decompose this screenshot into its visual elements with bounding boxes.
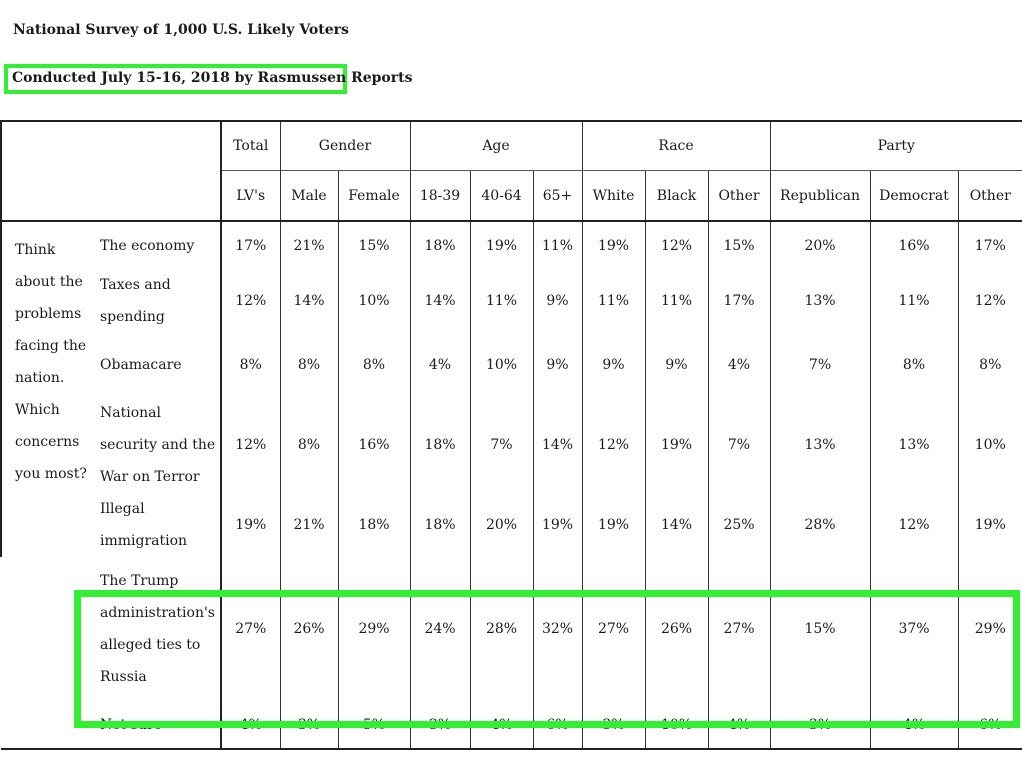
value-cell: 20% <box>770 221 870 269</box>
value-cell: 19% <box>470 221 533 269</box>
col-header: Republican <box>770 171 870 222</box>
value-cell: 18% <box>410 493 470 557</box>
value-cell: 6% <box>958 701 1022 749</box>
value-cell: 4% <box>708 333 770 397</box>
value-cell: 3% <box>410 701 470 749</box>
col-header: Black <box>645 171 708 222</box>
value-cell: 28% <box>770 493 870 557</box>
value-cell: 20% <box>470 493 533 557</box>
value-cell: 17% <box>958 221 1022 269</box>
value-cell: 26% <box>280 557 338 701</box>
group-party: Party <box>770 121 1022 171</box>
value-cell: 4% <box>410 333 470 397</box>
value-cell: 15% <box>770 557 870 701</box>
value-cell: 9% <box>582 333 645 397</box>
value-cell: 4% <box>221 701 280 749</box>
group-total: Total <box>221 121 280 171</box>
col-header: 18-39 <box>410 171 470 222</box>
value-cell: 24% <box>410 557 470 701</box>
col-header: 65+ <box>533 171 582 222</box>
value-cell: 12% <box>582 397 645 493</box>
row-label: Not sure <box>87 701 221 749</box>
value-cell: 19% <box>221 493 280 557</box>
value-cell: 19% <box>533 493 582 557</box>
value-cell: 5% <box>338 701 410 749</box>
empty-cell <box>1 557 87 701</box>
question-text: Think about the problems facing the nation. Which concerns you most? <box>1 221 87 557</box>
table-row <box>1 333 1022 397</box>
table-row <box>1 701 1022 749</box>
value-cell: 16% <box>870 221 958 269</box>
value-cell: 8% <box>280 333 338 397</box>
value-cell: 16% <box>338 397 410 493</box>
value-cell: 18% <box>338 493 410 557</box>
value-cell: 29% <box>338 557 410 701</box>
value-cell: 11% <box>645 269 708 333</box>
value-cell: 11% <box>582 269 645 333</box>
group-race: Race <box>582 121 770 171</box>
value-cell: 10% <box>645 701 708 749</box>
value-cell: 27% <box>708 557 770 701</box>
row-label: Illegal immigration <box>100 501 188 549</box>
value-cell: 19% <box>958 493 1022 557</box>
col-header: 40-64 <box>470 171 533 222</box>
row-label: Taxes and spending <box>100 277 171 325</box>
value-cell: 12% <box>221 269 280 333</box>
value-cell: 10% <box>338 269 410 333</box>
value-cell: 3% <box>280 701 338 749</box>
value-cell: 6% <box>533 701 582 749</box>
value-cell: 26% <box>645 557 708 701</box>
results-table <box>0 120 1022 750</box>
value-cell: 9% <box>645 333 708 397</box>
value-cell: 19% <box>582 493 645 557</box>
value-cell: 9% <box>533 333 582 397</box>
table-row <box>1 397 1022 493</box>
value-cell: 8% <box>958 333 1022 397</box>
value-cell: 4% <box>470 701 533 749</box>
value-cell: 15% <box>708 221 770 269</box>
value-cell: 13% <box>770 397 870 493</box>
col-header: LV's <box>221 171 280 222</box>
table-row <box>1 221 1022 269</box>
group-age: Age <box>410 121 582 171</box>
col-header: Other <box>708 171 770 222</box>
value-cell: 13% <box>770 269 870 333</box>
value-cell: 21% <box>280 221 338 269</box>
value-cell: 4% <box>870 701 958 749</box>
value-cell: 9% <box>533 269 582 333</box>
value-cell: 28% <box>470 557 533 701</box>
value-cell: 11% <box>870 269 958 333</box>
table-row <box>1 269 1022 333</box>
value-cell: 10% <box>470 333 533 397</box>
value-cell: 10% <box>958 397 1022 493</box>
col-header: Democrat <box>870 171 958 222</box>
value-cell: 18% <box>410 221 470 269</box>
value-cell: 7% <box>470 397 533 493</box>
value-cell: 14% <box>410 269 470 333</box>
value-cell: 18% <box>410 397 470 493</box>
value-cell: 29% <box>958 557 1022 701</box>
row-label: Obamacare <box>100 357 182 373</box>
value-cell: 13% <box>870 397 958 493</box>
value-cell: 17% <box>708 269 770 333</box>
value-cell: 4% <box>708 701 770 749</box>
survey-title: National Survey of 1,000 U.S. Likely Voters <box>13 22 349 38</box>
value-cell: 37% <box>870 557 958 701</box>
col-header: Female <box>338 171 410 222</box>
value-cell: 25% <box>708 493 770 557</box>
value-cell: 7% <box>708 397 770 493</box>
table-row <box>1 557 1022 701</box>
value-cell: 12% <box>221 397 280 493</box>
value-cell: 19% <box>582 221 645 269</box>
value-cell: 12% <box>870 493 958 557</box>
value-cell: 8% <box>870 333 958 397</box>
value-cell: 12% <box>645 221 708 269</box>
value-cell: 19% <box>645 397 708 493</box>
value-cell: 11% <box>470 269 533 333</box>
corner-cell <box>1 121 221 221</box>
value-cell: 14% <box>280 269 338 333</box>
value-cell: 7% <box>770 333 870 397</box>
value-cell: 8% <box>280 397 338 493</box>
empty-cell <box>1 701 87 749</box>
survey-subtitle: Conducted July 15-16, 2018 by Rasmussen Reports <box>12 70 413 86</box>
value-cell: 3% <box>770 701 870 749</box>
table-body <box>1 221 1022 749</box>
table-row <box>1 493 1022 557</box>
value-cell: 21% <box>280 493 338 557</box>
value-cell: 8% <box>338 333 410 397</box>
value-cell: 27% <box>221 557 280 701</box>
col-header: Other <box>958 171 1022 222</box>
value-cell: 32% <box>533 557 582 701</box>
value-cell: 8% <box>221 333 280 397</box>
value-cell: 27% <box>582 557 645 701</box>
row-label: National security and the War on Terror <box>100 405 216 485</box>
value-cell: 11% <box>533 221 582 269</box>
value-cell: 3% <box>582 701 645 749</box>
group-gender: Gender <box>280 121 410 171</box>
row-label: The Trump administration's alleged ties to Russia <box>100 573 215 685</box>
col-header: White <box>582 171 645 222</box>
value-cell: 12% <box>958 269 1022 333</box>
value-cell: 15% <box>338 221 410 269</box>
col-header: Male <box>280 171 338 222</box>
value-cell: 17% <box>221 221 280 269</box>
value-cell: 14% <box>533 397 582 493</box>
row-label: The economy <box>100 237 195 254</box>
value-cell: 14% <box>645 493 708 557</box>
